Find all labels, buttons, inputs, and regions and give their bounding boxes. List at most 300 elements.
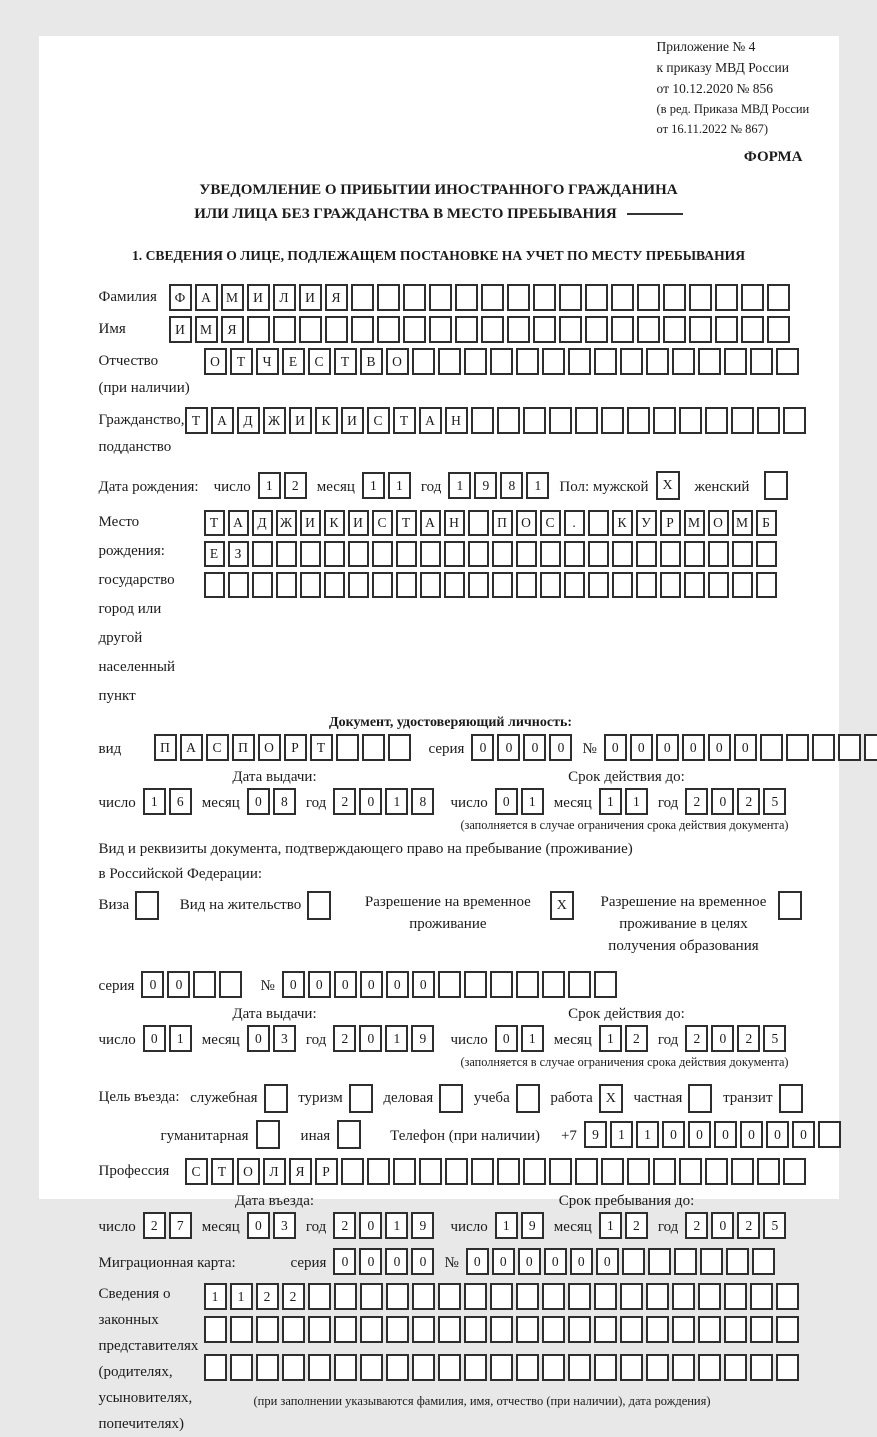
birth-place-label-line4: населенный пункт (98, 659, 175, 704)
char-cell: 0 (359, 1212, 382, 1239)
identity-valid-heading: Срок действия до: (568, 769, 685, 785)
char-cell (492, 541, 513, 567)
migration-card-label: Миграционная карта: (98, 1255, 236, 1271)
char-cell (732, 572, 753, 598)
char-cell: Ф (169, 284, 192, 311)
char-cell (386, 1316, 409, 1343)
char-cell (377, 284, 400, 311)
purpose-business-label: деловая (383, 1090, 434, 1106)
char-cell (348, 572, 369, 598)
char-cell (471, 1158, 494, 1185)
residence-valid-month-label: месяц (553, 1032, 592, 1048)
char-cell (568, 1316, 591, 1343)
char-cell: А (420, 510, 441, 536)
residence-issue-day-cells (143, 1025, 195, 1052)
char-cell: 1 (599, 788, 622, 815)
char-cell (698, 1283, 721, 1310)
birth-place-label-line3: город или другой (98, 601, 162, 646)
char-cell (731, 407, 754, 434)
birth-month-label: месяц (316, 479, 355, 495)
char-cell (455, 284, 478, 311)
char-cell (468, 510, 489, 536)
char-cell (455, 316, 478, 343)
title-line-1: УВЕДОМЛЕНИЕ О ПРИБЫТИИ ИНОСТРАННОГО ГРАЖДАНИНА (199, 182, 678, 198)
citizenship-label-line2: подданство (98, 439, 172, 455)
char-cell (575, 1158, 598, 1185)
purpose-transit (723, 1084, 802, 1113)
char-cell (481, 284, 504, 311)
patronymic-label-line1: Отчество (98, 353, 159, 369)
char-cell: 0 (360, 971, 383, 998)
char-cell (252, 572, 273, 598)
char-cell: 0 (495, 788, 518, 815)
char-cell (585, 284, 608, 311)
identity-issue-day-label: число (98, 795, 136, 811)
char-cell (412, 1283, 435, 1310)
char-cell: Ж (276, 510, 297, 536)
char-cell (490, 1354, 513, 1381)
char-cell: 0 (359, 1248, 382, 1275)
char-cell: 0 (518, 1248, 541, 1275)
char-cell (568, 971, 591, 998)
char-cell (724, 1283, 747, 1310)
purpose-study-checkbox (516, 1084, 540, 1113)
birth-day-label: число (213, 479, 251, 495)
char-cell (334, 1354, 357, 1381)
char-cell (594, 971, 617, 998)
sex-male-checkbox: X (656, 471, 680, 500)
char-cell (193, 971, 216, 998)
char-cell: 2 (333, 788, 356, 815)
representatives-note: (при заполнении указываются фамилия, имя, отчество (при наличии), дата рождения) (253, 1394, 711, 1408)
char-cell (204, 1316, 227, 1343)
identity-valid-year-cells (685, 788, 789, 815)
birth-year-label: год (420, 479, 442, 495)
identity-issue-heading: Дата выдачи: (232, 769, 317, 785)
option-residence-permit-label: Вид на жительство (179, 897, 302, 913)
char-cell: 0 (604, 734, 627, 761)
char-cell: 0 (708, 734, 731, 761)
identity-doc-kind-cells (154, 734, 414, 761)
char-cell (594, 1354, 617, 1381)
char-cell: 0 (282, 971, 305, 998)
char-cell (230, 1354, 253, 1381)
identity-doc-number-label: № (582, 741, 597, 757)
char-cell (663, 316, 686, 343)
char-cell (585, 316, 608, 343)
char-cell: 0 (466, 1248, 489, 1275)
char-cell (542, 1354, 565, 1381)
char-cell (348, 541, 369, 567)
form-label: ФОРМА (743, 149, 803, 165)
char-cell (559, 316, 582, 343)
char-cell (726, 1248, 749, 1275)
residence-doc-intro1: Вид и реквизиты документа, подтверждающего право на пребывание (проживание) (98, 841, 633, 857)
identity-issue-day-cells (143, 788, 195, 815)
char-cell: А (211, 407, 234, 434)
representatives-label-line1: Сведения о (98, 1286, 171, 1302)
char-cell (776, 348, 799, 375)
residence-issue-day-label: число (98, 1032, 136, 1048)
char-cell: 0 (333, 1248, 356, 1275)
title-blank-underline (627, 213, 683, 215)
char-cell (660, 541, 681, 567)
char-cell: 8 (500, 472, 523, 499)
ref-line-5: от 16.11.2022 № 867) (656, 122, 769, 136)
char-cell (367, 1158, 390, 1185)
char-cell: 1 (521, 788, 544, 815)
char-cell: 1 (636, 1121, 659, 1148)
char-cell (403, 284, 426, 311)
residence-series-label: серия (98, 978, 135, 994)
char-cell (741, 284, 764, 311)
char-cell (419, 1158, 442, 1185)
char-cell (750, 348, 773, 375)
char-cell (497, 1158, 520, 1185)
char-cell (420, 572, 441, 598)
char-cell (523, 407, 546, 434)
char-cell (594, 348, 617, 375)
char-cell (724, 1316, 747, 1343)
purpose-private-checkbox (688, 1084, 712, 1113)
sex-female-checkbox (764, 471, 788, 500)
char-cell (377, 316, 400, 343)
char-cell (750, 1283, 773, 1310)
char-cell (204, 572, 225, 598)
char-cell (672, 1354, 695, 1381)
char-cell: 0 (495, 1025, 518, 1052)
char-cell (490, 971, 513, 998)
char-cell: 1 (385, 1025, 408, 1052)
char-cell: 0 (308, 971, 331, 998)
char-cell: 1 (385, 1212, 408, 1239)
char-cell: О (204, 348, 227, 375)
char-cell (637, 284, 660, 311)
purpose-transit-label: транзит (723, 1090, 773, 1106)
purpose-tourism-checkbox (349, 1084, 373, 1113)
char-cell (540, 541, 561, 567)
char-cell: 2 (256, 1283, 279, 1310)
identity-valid-day-label: число (450, 795, 488, 811)
char-cell (204, 1354, 227, 1381)
char-cell: Р (284, 734, 307, 761)
char-cell: 1 (495, 1212, 518, 1239)
char-cell (627, 1158, 650, 1185)
char-cell (783, 1158, 806, 1185)
entry-dates (99, 1193, 803, 1239)
char-cell: И (169, 316, 192, 343)
birth-place-label (99, 508, 204, 711)
char-cell (516, 1354, 539, 1381)
section1-heading: 1. СВЕДЕНИЯ О ЛИЦЕ, ПОДЛЕЖАЩЕМ ПОСТАНОВКЕ НА УЧЕТ ПО МЕСТУ ПРЕБЫВАНИЯ (131, 248, 746, 263)
char-cell: Т (334, 348, 357, 375)
char-cell: М (684, 510, 705, 536)
char-cell (362, 734, 385, 761)
char-cell (396, 541, 417, 567)
char-cell: Д (252, 510, 273, 536)
char-cell (705, 407, 728, 434)
char-cell (568, 1283, 591, 1310)
char-cell (752, 1248, 775, 1275)
char-cell: Л (273, 284, 296, 311)
patronymic-label (99, 348, 204, 402)
migration-card-series-label: серия (290, 1255, 327, 1271)
given-name-cells (169, 316, 793, 343)
char-cell (612, 541, 633, 567)
char-cell: 5 (763, 788, 786, 815)
char-cell (490, 348, 513, 375)
char-cell: З (228, 541, 249, 567)
char-cell: Ч (256, 348, 279, 375)
char-cell (594, 1283, 617, 1310)
char-cell: И (247, 284, 270, 311)
char-cell (620, 1354, 643, 1381)
residence-valid-year-label: год (657, 1032, 679, 1048)
char-cell (732, 541, 753, 567)
char-cell (750, 1354, 773, 1381)
char-cell (308, 1354, 331, 1381)
char-cell (564, 541, 585, 567)
char-cell (464, 1316, 487, 1343)
patronymic-cells (204, 348, 802, 375)
representatives-label-line6: попечителях) (98, 1416, 185, 1432)
char-cell: 1 (448, 472, 471, 499)
purpose-work (550, 1084, 623, 1113)
char-cell: И (289, 407, 312, 434)
char-cell: Т (393, 407, 416, 434)
char-cell: 2 (284, 472, 307, 499)
char-cell: К (315, 407, 338, 434)
char-cell: Н (445, 407, 468, 434)
char-cell (256, 1316, 279, 1343)
char-cell (324, 572, 345, 598)
visit-purpose-row2 (99, 1120, 807, 1149)
char-cell: К (324, 510, 345, 536)
char-cell (336, 734, 359, 761)
identity-valid-month-label: месяц (553, 795, 592, 811)
char-cell (672, 1316, 695, 1343)
char-cell (705, 1158, 728, 1185)
purpose-humanitarian-checkbox (256, 1120, 280, 1149)
identity-issue-month-label: месяц (201, 795, 240, 811)
char-cell: 0 (143, 1025, 166, 1052)
identity-doc-series-label: серия (428, 741, 465, 757)
identity-doc-dates (99, 769, 803, 833)
char-cell: Т (230, 348, 253, 375)
char-cell: Т (396, 510, 417, 536)
birth-place-cells-row2 (204, 541, 780, 567)
char-cell: 1 (230, 1283, 253, 1310)
purpose-transit-checkbox (779, 1084, 803, 1113)
char-cell (438, 348, 461, 375)
char-cell: 7 (169, 1212, 192, 1239)
char-cell: 0 (740, 1121, 763, 1148)
char-cell: К (612, 510, 633, 536)
char-cell (334, 1316, 357, 1343)
char-cell (351, 316, 374, 343)
char-cell (750, 1316, 773, 1343)
char-cell: 1 (143, 788, 166, 815)
char-cell (540, 572, 561, 598)
char-cell (549, 1158, 572, 1185)
char-cell (308, 1316, 331, 1343)
char-cell (533, 284, 556, 311)
char-cell (334, 1283, 357, 1310)
char-cell (756, 572, 777, 598)
representatives-cells-row3 (204, 1354, 802, 1381)
char-cell (308, 1283, 331, 1310)
char-cell: 9 (521, 1212, 544, 1239)
char-cell (622, 1248, 645, 1275)
char-cell (636, 572, 657, 598)
char-cell (648, 1248, 671, 1275)
representatives-label-line3: представителях (98, 1338, 199, 1354)
char-cell: М (732, 510, 753, 536)
char-cell: 1 (521, 1025, 544, 1052)
char-cell (471, 407, 494, 434)
char-cell: М (221, 284, 244, 311)
char-cell: 0 (711, 1212, 734, 1239)
char-cell (663, 284, 686, 311)
char-cell (444, 541, 465, 567)
char-cell (588, 510, 609, 536)
char-cell: М (195, 316, 218, 343)
char-cell: 5 (763, 1212, 786, 1239)
identity-doc-series-cells (471, 734, 575, 761)
char-cell (252, 541, 273, 567)
char-cell: 0 (544, 1248, 567, 1275)
char-cell (700, 1248, 723, 1275)
char-cell (838, 734, 861, 761)
char-cell (627, 407, 650, 434)
char-cell: 0 (386, 971, 409, 998)
residence-doc-options-row (99, 891, 803, 957)
char-cell (325, 316, 348, 343)
surname-row (99, 284, 803, 311)
residence-valid-day-label: число (450, 1032, 488, 1048)
char-cell (646, 1316, 669, 1343)
char-cell (412, 1316, 435, 1343)
stay-year-cells (685, 1212, 789, 1239)
char-cell (351, 284, 374, 311)
char-cell (620, 1283, 643, 1310)
option-temp-residence-education-label: Разрешение на временное проживание в целях получения образования (600, 894, 767, 954)
char-cell (594, 1316, 617, 1343)
char-cell (464, 1283, 487, 1310)
char-cell: О (386, 348, 409, 375)
char-cell: 2 (737, 788, 760, 815)
char-cell: 8 (273, 788, 296, 815)
char-cell (653, 1158, 676, 1185)
char-cell (783, 407, 806, 434)
purpose-business-official-label: служебная (190, 1090, 258, 1106)
birth-place-label-line2: государство (98, 572, 175, 588)
char-cell: 0 (412, 971, 435, 998)
char-cell: О (516, 510, 537, 536)
char-cell (516, 971, 539, 998)
identity-valid-day-cells (495, 788, 547, 815)
identity-valid-col (451, 769, 803, 815)
char-cell (445, 1158, 468, 1185)
birth-place-block (99, 508, 803, 711)
citizenship-label (99, 407, 185, 461)
char-cell: 0 (711, 1025, 734, 1052)
residence-number-cells (282, 971, 620, 998)
char-cell (689, 316, 712, 343)
char-cell: 6 (169, 788, 192, 815)
purpose-work-label: работа (550, 1090, 593, 1106)
char-cell: Р (315, 1158, 338, 1185)
char-cell: 0 (247, 1025, 270, 1052)
char-cell: 8 (411, 788, 434, 815)
option-temp-residence (352, 891, 574, 935)
char-cell: Я (221, 316, 244, 343)
char-cell (715, 284, 738, 311)
char-cell (812, 734, 835, 761)
representatives-block (99, 1281, 803, 1437)
char-cell (464, 971, 487, 998)
identity-issue-month-cells (247, 788, 299, 815)
char-cell: 2 (333, 1212, 356, 1239)
residence-valid-heading: Срок действия до: (568, 1006, 685, 1022)
citizenship-cells (185, 407, 809, 434)
char-cell (620, 348, 643, 375)
identity-issue-year-cells (333, 788, 437, 815)
char-cell: Т (310, 734, 333, 761)
char-cell (516, 348, 539, 375)
char-cell (388, 734, 411, 761)
char-cell: 2 (737, 1025, 760, 1052)
char-cell: 3 (273, 1025, 296, 1052)
option-visa (99, 891, 160, 920)
char-cell (601, 407, 624, 434)
char-cell: 0 (492, 1248, 515, 1275)
char-cell (438, 1316, 461, 1343)
char-cell (731, 1158, 754, 1185)
residence-issue-month-label: месяц (201, 1032, 240, 1048)
form-page (39, 36, 839, 1432)
visit-purpose-label: Цель въезда: (98, 1089, 180, 1105)
char-cell (637, 316, 660, 343)
identity-doc-number-cells (604, 734, 877, 761)
char-cell: . (564, 510, 585, 536)
char-cell: И (341, 407, 364, 434)
char-cell: 2 (625, 1025, 648, 1052)
char-cell (299, 316, 322, 343)
char-cell: 1 (599, 1212, 622, 1239)
entry-month-cells (247, 1212, 299, 1239)
entry-date-col (99, 1193, 451, 1239)
char-cell: Р (660, 510, 681, 536)
char-cell (760, 734, 783, 761)
purpose-other-label: иная (300, 1128, 331, 1144)
char-cell (273, 316, 296, 343)
char-cell (300, 541, 321, 567)
sex-label: Пол: мужской (559, 479, 649, 495)
identity-doc-heading: Документ, удостоверяющий личность: (328, 715, 573, 730)
birth-place-rows (204, 508, 803, 603)
ref-line-4: (в ред. Приказа МВД России (656, 102, 810, 116)
char-cell (507, 284, 530, 311)
char-cell (497, 407, 520, 434)
char-cell: А (419, 407, 442, 434)
char-cell: 1 (204, 1283, 227, 1310)
char-cell (818, 1121, 841, 1148)
given-name-label: Имя (98, 321, 126, 337)
char-cell (386, 1283, 409, 1310)
residence-doc-dates (99, 1006, 803, 1070)
option-temp-residence-checkbox: X (550, 891, 574, 920)
